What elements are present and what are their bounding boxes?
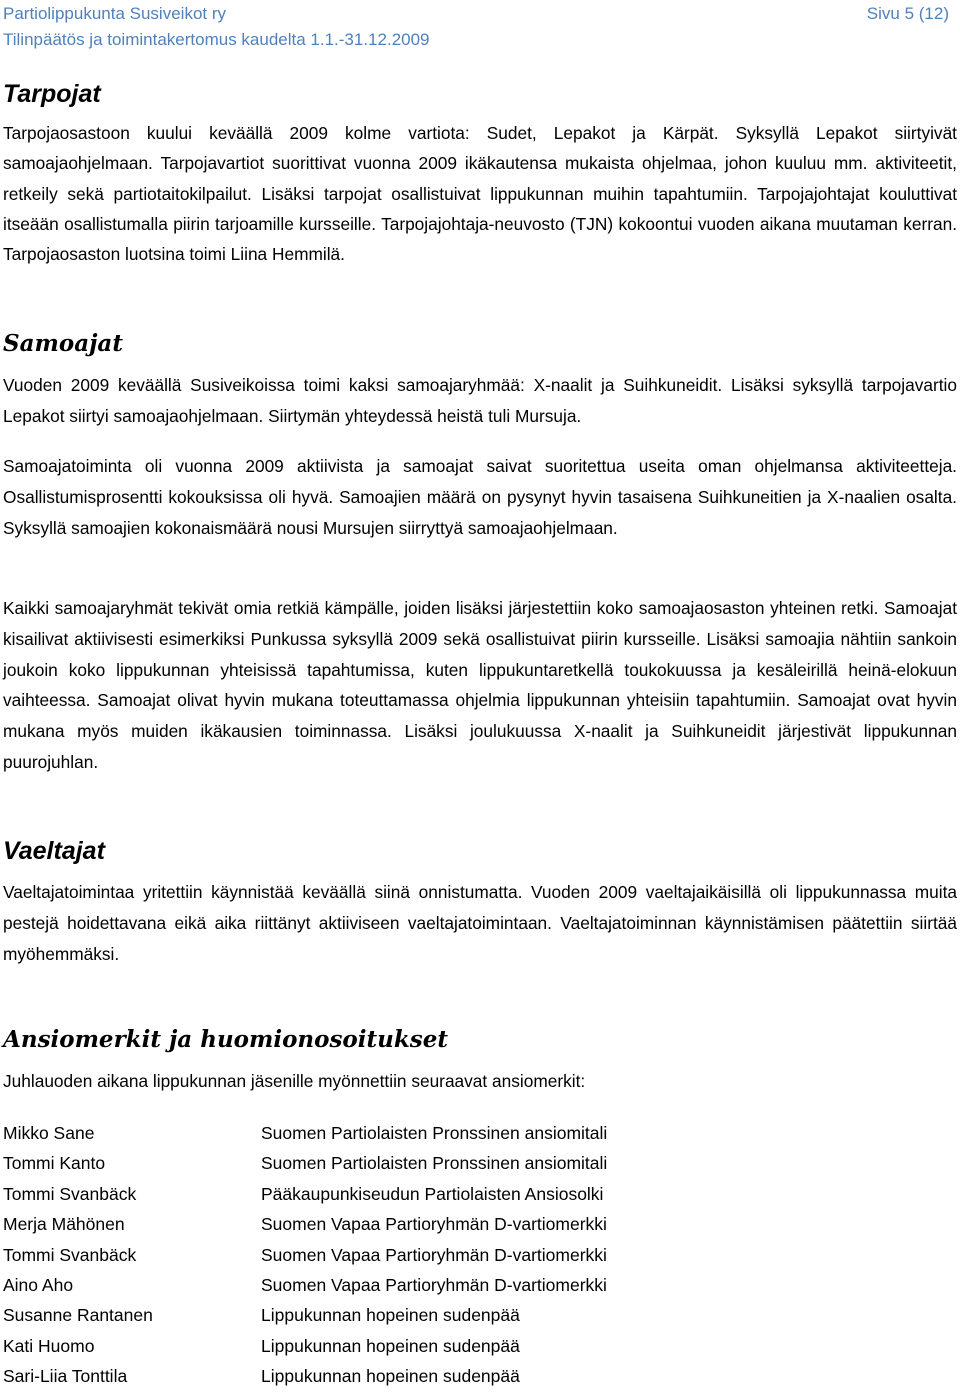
heading-ansiomerkit: Ansiomerkit ja huomionosoitukset (3, 1026, 448, 1053)
award-title: Lippukunnan hopeinen sudenpää (261, 1335, 520, 1356)
award-row (3, 1148, 957, 1178)
award-row (3, 1179, 957, 1209)
award-row (3, 1300, 957, 1330)
heading-tarpojat: Tarpojat (3, 80, 101, 108)
award-title: Pääkaupunkiseudun Partiolaisten Ansiosolki (261, 1183, 604, 1204)
award-title: Suomen Vapaa Partioryhmän D-vartiomerkki (261, 1274, 607, 1295)
award-recipient: Sari-Liia Tonttila (3, 1366, 128, 1387)
award-recipient: Susanne Rantanen (3, 1305, 153, 1326)
paragraph-tarpojat: Tarpojaosastoon kuului keväällä 2009 kolme vartiota: Sudet, Lepakot ja Kärpät. Syksyllä Lepakot siirtyivät samoajaohjelmaan. Tarpojavartiot suorittivat vuonna 2009 ikäkautensa mukaista ohjelmaa, johon kuuluu mm. aktiviteetit, retkeily sekä partiotaitokilpailut. Lisäksi tarpojat osallistuivat lippukunnan muihin tapahtumiin. Tarpojajohtajat kouluttivat itseään osallistumalla piirin tarjoamille kursseille. Tarpojajohtaja-neuvosto (TJN) kokoontui vuoden aikana muutaman kerran. Tarpojaosaston luotsina toimi Liina Hemmilä. (3, 123, 957, 265)
header-page-number: Sivu 5 (12) (866, 4, 949, 23)
award-title: Suomen Vapaa Partioryhmän D-vartiomerkki (261, 1244, 607, 1265)
award-recipient: Tommi Svanbäck (3, 1183, 137, 1204)
award-recipient: Mikko Sane (3, 1123, 95, 1143)
awards-list (3, 1118, 957, 1392)
paragraph-samoajat-1: Vuoden 2009 keväällä Susiveikoissa toimi kaksi samoajaryhmää: X-naalit ja Suihkuneidit. Lisäksi syksyllä tarpojavartio Lepakot siirtyi samoajaohjelmaan. Siirtymän yhteydessä heistä tuli Mursuja. (3, 375, 957, 426)
award-recipient: Kati Huomo (3, 1335, 95, 1356)
award-row (3, 1331, 957, 1361)
paragraph-vaeltajat: Vaeltajatoimintaa yritettiin käynnistää keväällä siinä onnistumatta. Vuoden 2009 vaeltajaikäisillä oli lippukunnassa muita pestejä hoidettavana eikä aika riittänyt aktiiviseen vaeltajatoimintaan. Vaeltajatoiminnan käynnistämisen päätettiin siirtää myöhemmäksi. (3, 882, 957, 964)
heading-vaeltajat: Vaeltajat (3, 837, 105, 865)
paragraph-samoajat-2: Samoajatoiminta oli vuonna 2009 aktiivista ja samoajat saivat suoritettua useita oman ohjelmansa aktiviteetteja. Osallistumisprosentti kokouksissa oli hyvä. Samoajien määrä on pysynyt hyvin tasaisena Suihkuneitien ja X-naalien osalta. Syksyllä samoajien kokonaismäärä nousi Mursujen siirryttyä samoajaohjelmaan. (3, 456, 957, 538)
award-title: Lippukunnan hopeinen sudenpää (261, 1366, 520, 1387)
award-title: Suomen Vapaa Partioryhmän D-vartiomerkki (261, 1214, 607, 1235)
header-organization: Partiolippukunta Susiveikot ry (3, 4, 227, 23)
award-row (3, 1209, 957, 1239)
award-recipient: Tommi Kanto (3, 1153, 106, 1174)
heading-samoajat: Samoajat (3, 330, 123, 357)
award-row (3, 1361, 957, 1391)
award-recipient: Merja Mähönen (3, 1214, 125, 1235)
award-title: Lippukunnan hopeinen sudenpää (261, 1305, 520, 1326)
paragraph-ansiomerkit-intro: Juhlauoden aikana lippukunnan jäsenille myönnettiin seuraavat ansiomerkit: (3, 1071, 586, 1091)
paragraph-samoajat-3: Kaikki samoajaryhmät tekivät omia retkiä kämpälle, joiden lisäksi järjestettiin koko samoajaosaston yhteinen retki. Samoajat kisailivat aktiivisesti esimerkiksi Punkussa syksyllä 2009 sekä osallistuivat piirin kursseille. Lisäksi samoajia nähtiin sankoin joukoin koko lippukunnan yhteisissä tapahtumissa, kuten lippukuntaretkellä toukokuussa ja kesäleirillä heinä-elokuun vaihteessa. Samoajat olivat hyvin mukana toteuttamassa ohjelmia lippukunnan yhteisiin tapahtumiin. Samoajat ovat hyvin mukana myös muiden ikäkausien toiminnassa. Lisäksi joulukuussa X-naalit ja Suihkuneidit järjestivät lippukunnan puurojuhlan. (3, 598, 957, 772)
award-row (3, 1270, 957, 1300)
award-recipient: Tommi Svanbäck (3, 1244, 137, 1265)
award-recipient: Aino Aho (3, 1274, 74, 1295)
award-title: Suomen Partiolaisten Pronssinen ansiomitali (261, 1153, 608, 1174)
award-row (3, 1240, 957, 1270)
header-report-title: Tilinpäätös ja toimintakertomus kaudelta 1.1.-31.12.2009 (3, 30, 430, 49)
award-title: Suomen Partiolaisten Pronssinen ansiomitali (261, 1123, 608, 1143)
award-row (3, 1118, 957, 1148)
